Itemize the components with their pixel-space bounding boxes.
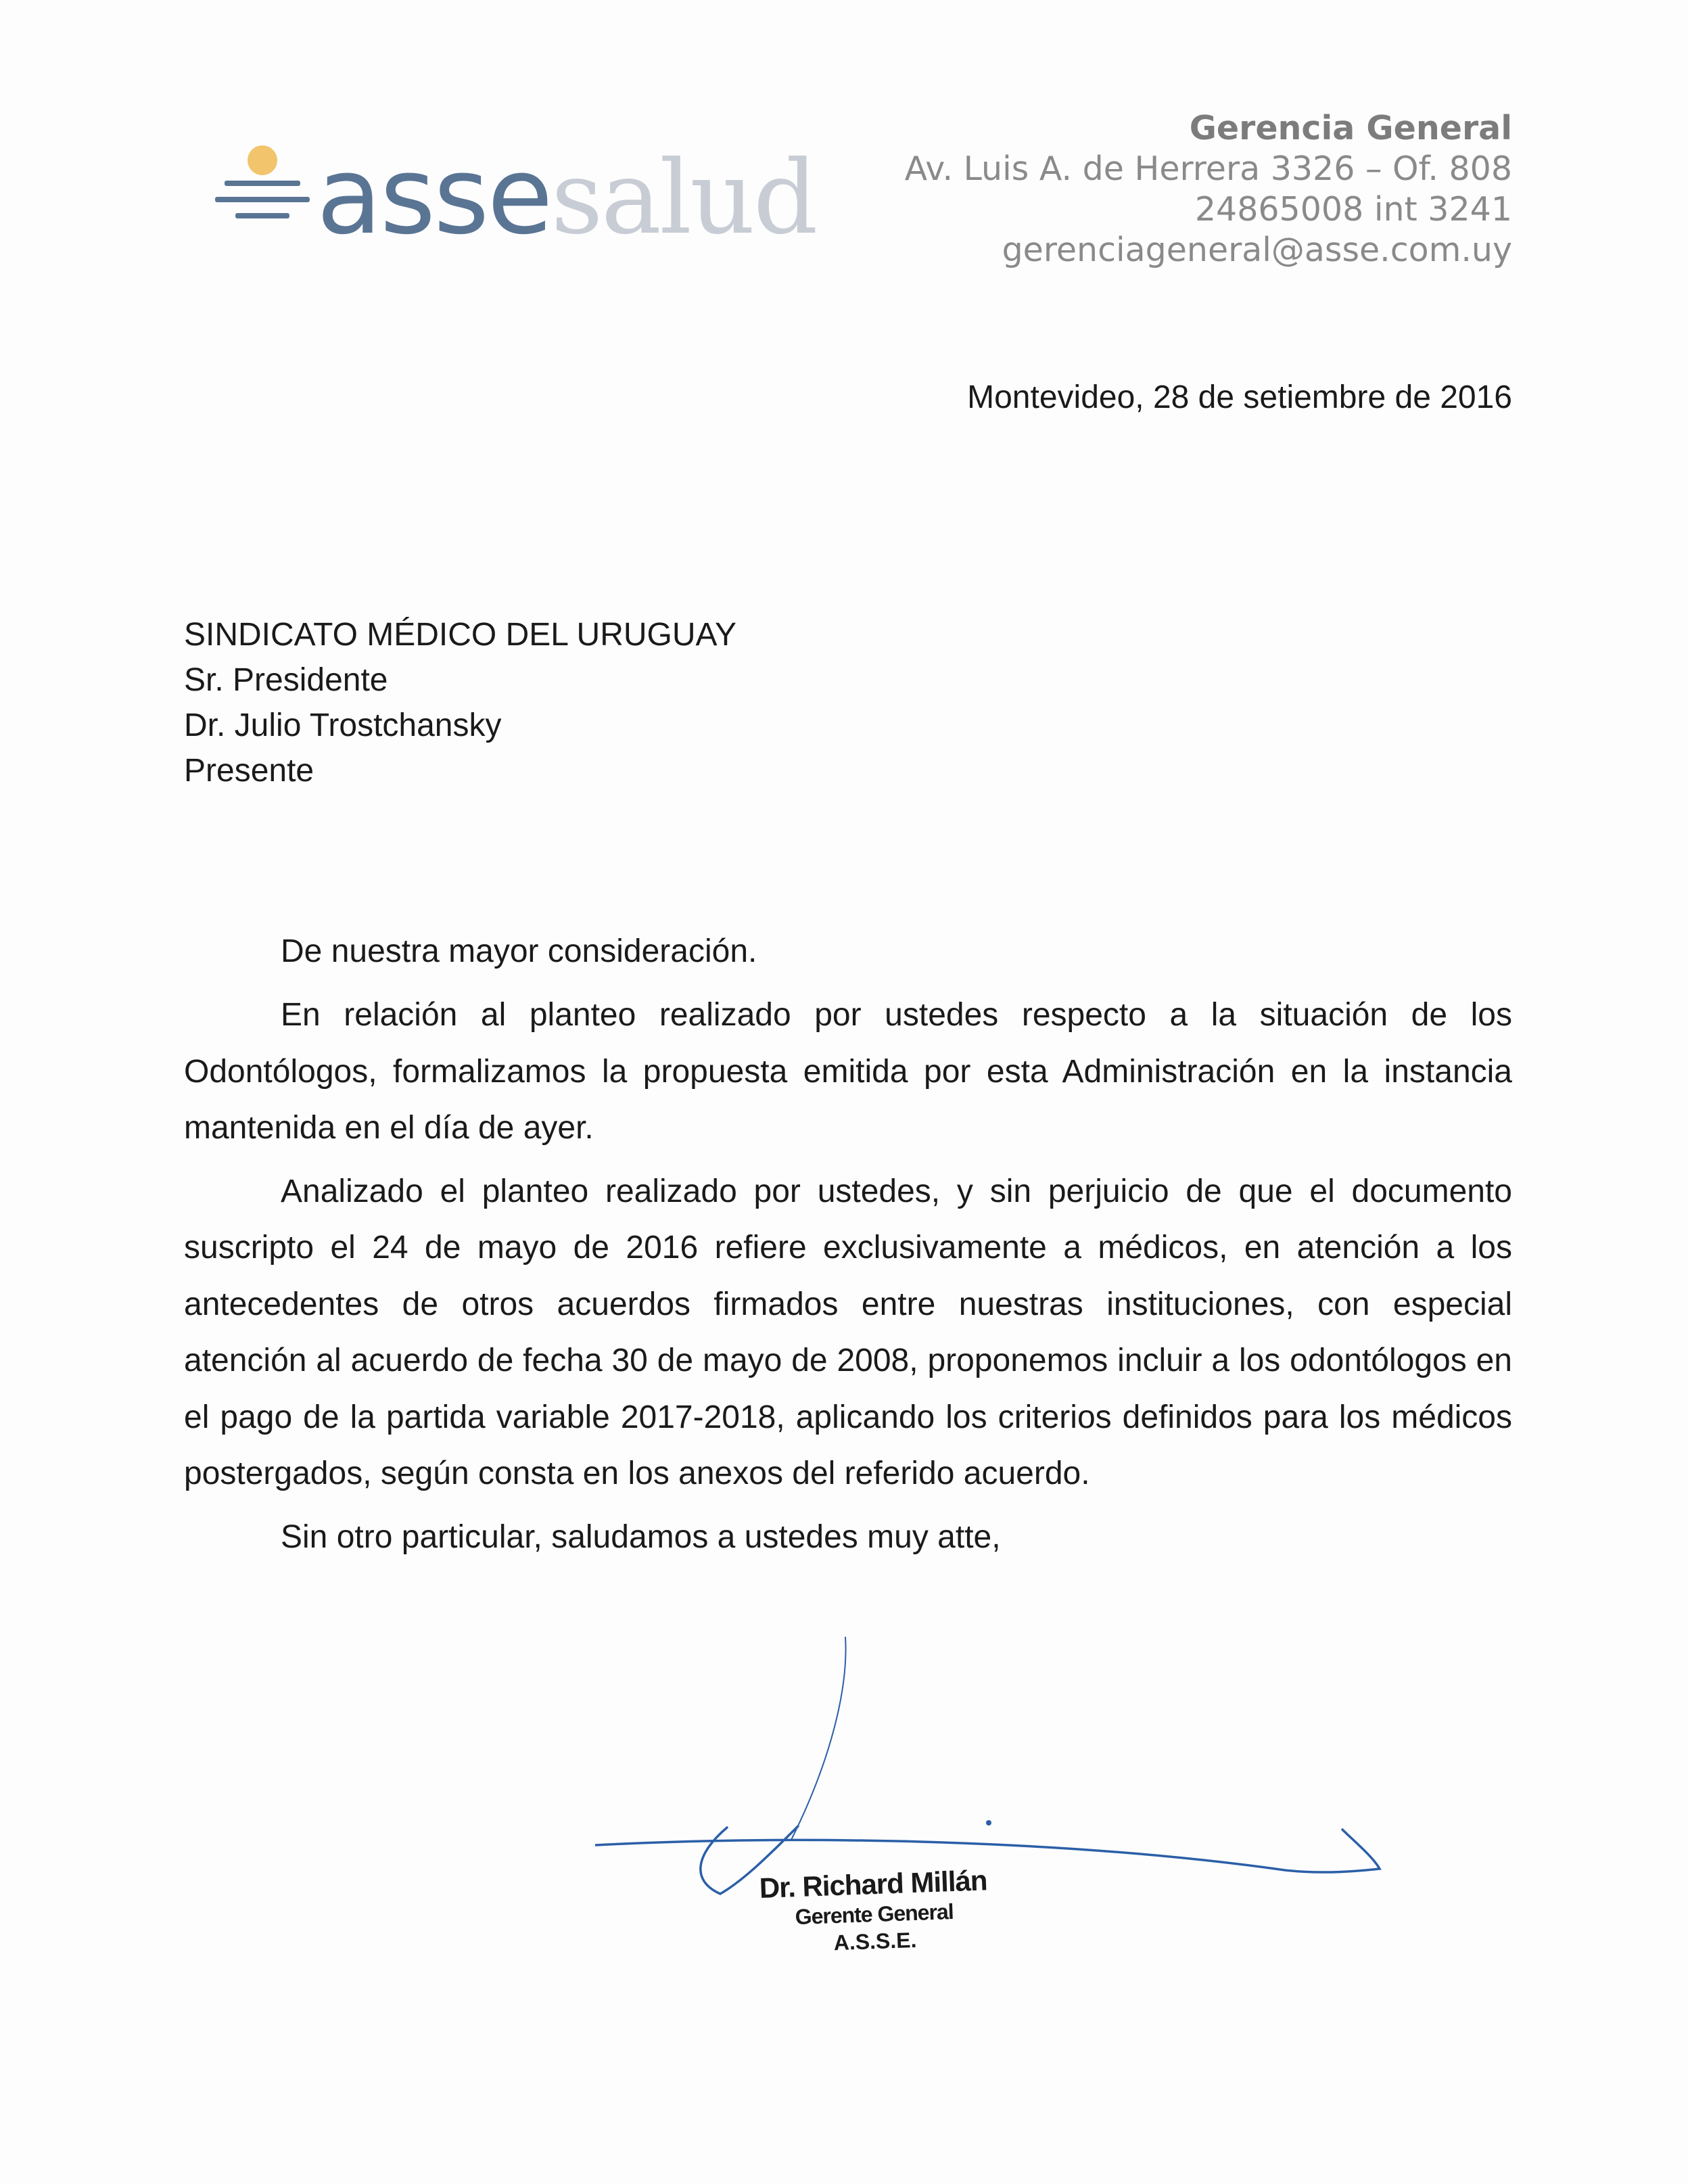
signature-stroke-main xyxy=(595,1830,1380,1872)
sun-horizon-icon xyxy=(215,139,310,240)
department-name: Gerencia General xyxy=(1189,109,1512,147)
recipient-organization: SINDICATO MÉDICO DEL URUGUAY xyxy=(184,617,736,653)
signer-role: Gerente General xyxy=(795,1899,954,1930)
signer-stamp xyxy=(759,1864,989,1959)
signer-organization: A.S.S.E. xyxy=(833,1927,917,1955)
logo-wordmark-asse: asse xyxy=(316,134,551,258)
sender-email: gerenciageneral@asse.com.uy xyxy=(1002,231,1512,269)
handwritten-signature xyxy=(595,1637,1393,1921)
letter-date: Montevideo, 28 de setiembre de 2016 xyxy=(967,379,1512,415)
logo-wordmark xyxy=(316,134,816,258)
sender-header xyxy=(905,108,1512,271)
logo-line-1 xyxy=(225,181,300,186)
signature-dot xyxy=(986,1820,991,1826)
sender-address: Av. Luis A. de Herrera 3326 – Of. 808 xyxy=(904,149,1512,188)
asse-logo xyxy=(215,134,816,258)
paragraph-2: Analizado el planteo realizado por ustedes, y sin perjuicio de que el documento suscripto el 24 de mayo de 2016 refiere exclusivamente a médicos, en atención a los antecedentes de otros acuerdos firmados entre nuestras instituciones, con especial atención al acuerdo de fecha 30 de mayo de 2008, proponemos incluir a los odontólogos en el pago de la partida variable 2017-2018, aplicando los criterios definidos para los médicos postergados, según consta en los anexos del referido acuerdo. xyxy=(184,1173,1512,1491)
signer-name: Dr. Richard Millán xyxy=(759,1864,988,1904)
recipient-presente: Presente xyxy=(184,753,314,789)
logo-wordmark-salud: salud xyxy=(550,139,816,257)
recipient-title: Sr. Presidente xyxy=(184,662,388,698)
logo-line-2 xyxy=(215,197,310,202)
greeting: De nuestra mayor consideración. xyxy=(281,933,757,969)
recipient-name: Dr. Julio Trostchansky xyxy=(184,707,502,743)
letter-body xyxy=(184,923,1512,1566)
sender-phone: 24865008 int 3241 xyxy=(1194,190,1512,229)
paragraph-1: En relación al planteo realizado por ustedes respecto a la situación de los Odontólogos, formalizamos la propuesta emitida por esta Administración en la instancia mantenida en el día de ayer. xyxy=(184,997,1512,1146)
recipient-block xyxy=(184,612,736,793)
closing-line: Sin otro particular, saludamos a ustedes muy atte, xyxy=(281,1518,1001,1555)
logo-sun xyxy=(248,145,277,175)
signature-stroke-vertical xyxy=(791,1637,846,1840)
logo-line-3 xyxy=(235,213,289,218)
